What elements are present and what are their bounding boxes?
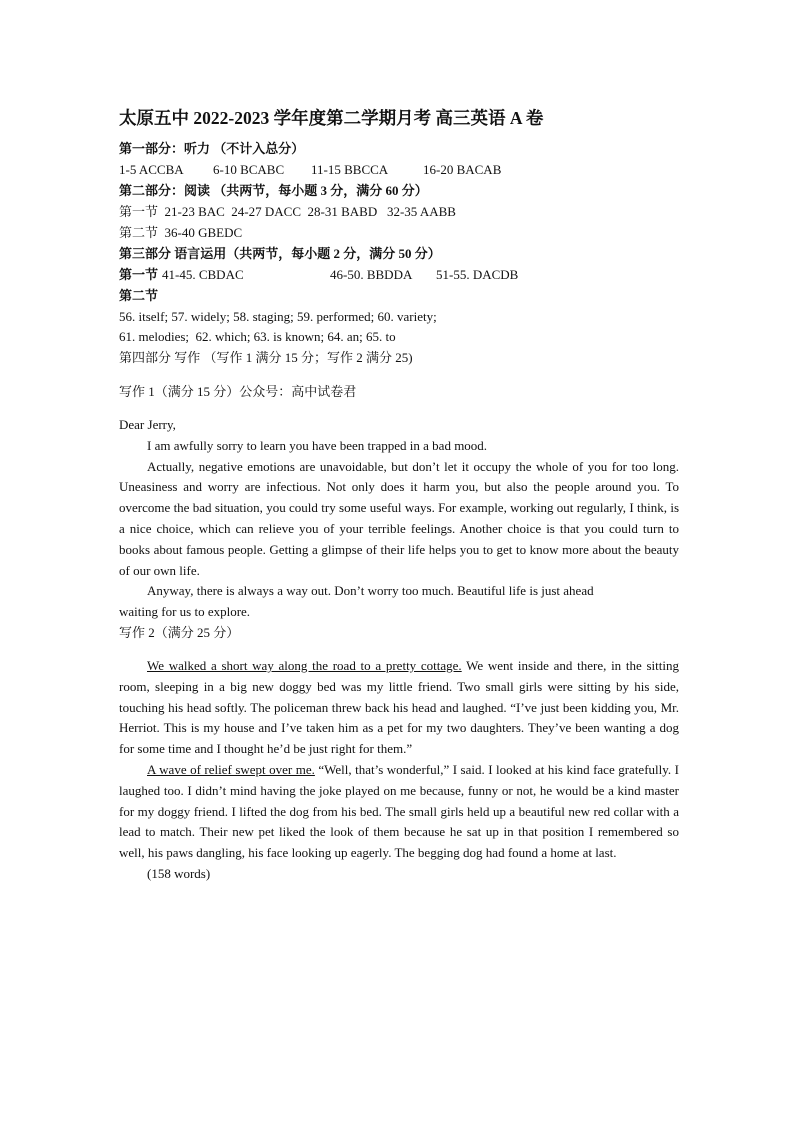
letter-salutation: Dear Jerry, xyxy=(119,417,176,432)
writing2-story xyxy=(119,656,679,885)
section-label: 第一节 xyxy=(119,267,159,282)
page-title: 太原五中 2022-2023 学年度第二学期月考 高三英语 A 卷 xyxy=(119,108,544,128)
letter-paragraph: I am awfully sorry to learn you have been trapped in a bad mood. xyxy=(147,437,488,453)
part2-section2: 第二节 36-40 GBEDC xyxy=(119,225,243,240)
part1-answers xyxy=(119,159,679,180)
writing1-heading: 写作 1（满分 15 分）公众号：高中试卷君 xyxy=(119,384,357,399)
letter-paragraph: Anyway, there is always a way out. Don’t worry too much. Beautiful life is just ahead xyxy=(147,583,594,599)
part3-section2-label: 第二节 xyxy=(119,288,159,303)
story-paragraph xyxy=(119,760,679,864)
answer-group: 1-5 ACCBA xyxy=(119,162,184,177)
letter-paragraph: Actually, negative emotions are unavoidable, but don’t let it occupy the whole of you for too long. Uneasiness and worry are infectious. Not only does it harm you, but also the people around you. To overcome the bad situation, you could try some useful ways. For example, working out regularly, I think, is a nice choice, which can relieve you of your terrible feelings. Another choice is that you could turn to books about famous people. Getting a glimpse of their life helps you to get to know more about the beauty of our own life. xyxy=(119,458,679,578)
answer-group: 6-10 BCABC xyxy=(213,162,285,177)
answer-group: 11-15 BBCCA xyxy=(311,162,389,177)
letter-paragraph-continued: waiting for us to explore. xyxy=(119,604,251,620)
answer-group: 16-20 BACAB xyxy=(423,162,502,177)
part2-section1: 第一节 21-23 BAC 24-27 DACC 28-31 BABD 32-35 AABB xyxy=(119,204,456,219)
underlined-sentence: A wave of relief swept over me. xyxy=(147,761,315,777)
answer-group: 51-55. DACDB xyxy=(436,267,519,282)
answer-group: 46-50. BBDDA xyxy=(330,267,413,282)
story-text: We went inside and there, in the sitting room, sleeping in a big new doggy bed was my little friend. Two small girls were sitting by his side, touching his head softly. The policeman threw back his head and laughed. “I’ve just been kidding you, Mr. Herriot. This is my house and I’ve taken him as a pet for my two daughters. They’ve been wanting a dog for some time and I thought he’d be just right for them.” xyxy=(119,658,679,757)
writing1-letter xyxy=(119,415,679,623)
underlined-sentence: We walked a short way along the road to a pretty cottage. xyxy=(147,658,462,673)
part3-heading: 第三部分 语言运用（共两节，每小题 2 分，满分 50 分） xyxy=(119,246,441,261)
part1-heading: 第一部分：听力 （不计入总分） xyxy=(119,141,305,156)
story-paragraph xyxy=(119,656,679,760)
part4-heading: 第四部分 写作 （写作 1 满分 15 分；写作 2 满分 25) xyxy=(119,350,413,365)
word-count: (158 words) xyxy=(147,865,211,881)
part3-section2-line1: 56. itself; 57. widely; 58. staging; 59. performed; 60. variety; xyxy=(119,309,437,324)
answer-group: 41-45. CBDAC xyxy=(162,267,244,282)
part3-section1 xyxy=(119,264,679,285)
part2-heading: 第二部分：阅读 （共两节，每小题 3 分，满分 60 分） xyxy=(119,183,428,198)
part3-section2-line2: 61. melodies; 62. which; 63. is known; 64. an; 65. to xyxy=(119,329,396,344)
story-text: “Well, that’s wonderful,” I said. I looked at his kind face gratefully. I laughed too. I didn’t mind having the joke played on me because, funny or not, he would be a kind master for my doggy friend. I lifted the dog from his bed. The small girls held up a beautiful new red collar with a lead to match. Their new pet liked the look of them because he sat up in that position I remembered so well, his paws dangling, his face looking up eagerly. The begging dog had found a home at last. xyxy=(119,761,679,861)
writing2-heading: 写作 2（满分 25 分） xyxy=(119,625,240,640)
